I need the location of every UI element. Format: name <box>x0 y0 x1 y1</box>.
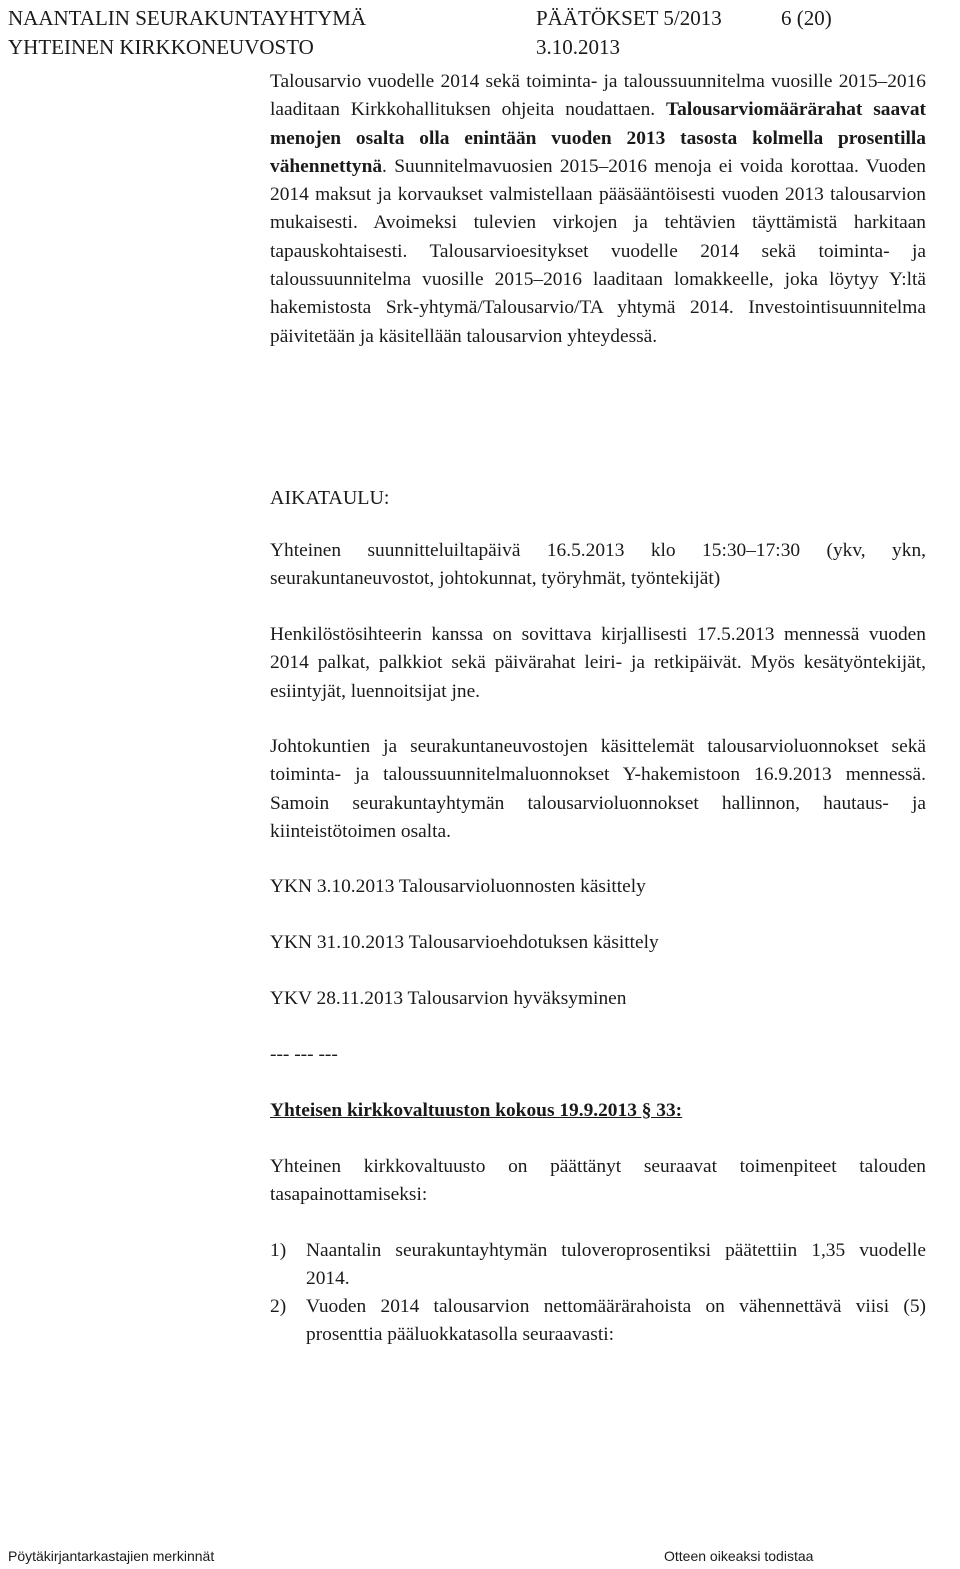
header-page-number: 6 (20) <box>781 6 832 30</box>
budget-instructions-intro: Talousarvio vuodelle 2014 sekä toiminta- ja taloussuunnitelma vuosille 2015–2016 laaditaan Kirkkohallituksen ohjeita noudattaen. <box>270 71 926 121</box>
header-organization: NAANTALIN SEURAKUNTAYHTYMÄ <box>8 6 367 30</box>
schedule-item: YKN 31.10.2013 Talousarvioehdotuksen käsittely <box>270 932 659 953</box>
schedule-heading: AIKATAULU: <box>270 487 390 509</box>
list-item-text: Vuoden 2014 talousarvion nettomäärärahoista on vähennettävä viisi (5) prosenttia pääluokkatasolla seuraavasti: <box>306 1296 926 1346</box>
header-unit: YHTEINEN KIRKKONEUVOSTO <box>8 35 314 59</box>
appropriation-limit-bold: Talousarviomäärärahat saavat menojen osalta olla enintään vuoden 2013 tasosta kolmella prosentilla vähennettynä <box>270 99 926 177</box>
list-item-number: 1) <box>270 1240 287 1261</box>
schedule-item: YKN 3.10.2013 Talousarvioluonnosten käsittely <box>270 876 646 897</box>
separator: --- --- --- <box>270 1044 338 1065</box>
salary-agreement-paragraph: Henkilöstösihteerin kanssa on sovittava kirjallisesti 17.5.2013 mennessä vuoden 2014 palkat, palkkiot sekä päivärahat leiri- ja retkipäivät. Myös kesätyöntekijät, esiintyjät, luennoitsijat jne. <box>270 624 926 702</box>
council-decision-paragraph: Yhteinen kirkkovaltuusto on päättänyt seuraavat toimenpiteet talouden tasapainottamiseksi: <box>270 1156 926 1206</box>
list-item-number: 2) <box>270 1296 287 1317</box>
list-item <box>270 1293 926 1350</box>
header-date: 3.10.2013 <box>536 35 620 59</box>
budget-instructions-paragraph <box>270 68 926 351</box>
footer-certified-copy: Otteen oikeaksi todistaa <box>664 1548 814 1564</box>
draft-submission-paragraph: Johtokuntien ja seurakuntaneuvostojen käsittelemät talousarvioluonnokset sekä toiminta- ja taloussuunnitelmaluonnokset Y-hakemistoon 16.9.2013 mennessä. Samoin seurakuntayhtymän talousarvioluonnokset hallinnon, hautaus- ja kiinteistötoimen osalta. <box>270 736 926 842</box>
header-decisions: PÄÄTÖKSET 5/2013 <box>536 6 722 30</box>
schedule-item: YKV 28.11.2013 Talousarvion hyväksyminen <box>270 988 627 1009</box>
planning-afternoon-paragraph: Yhteinen suunnitteluiltapäivä 16.5.2013 klo 15:30–17:30 (ykv, ykn, seurakuntaneuvostot, johtokunnat, työryhmät, työntekijät) <box>270 540 926 590</box>
budget-instructions-rest: . Suunnitelmavuosien 2015–2016 menoja ei voida korottaa. Vuoden 2014 maksut ja korvaukset valmistellaan pääsääntöisesti vuoden 2013 talousarvion mukaisesti. Avoimeksi tulevien virkojen ja tehtävien täyttämistä harkitaan tapauskohtaisesti. Talousarvioesitykset vuodelle 2014 sekä toiminta- ja taloussuunnitelma vuosille 2015–2016 laaditaan lomakkeelle, joka löytyy Y:ltä hakemistosta Srk-yhtymä/Talousarvio/TA yhtymä 2014. Investointisuunnitelma päivitetään ja käsitellään talousarvion yhteydessä. <box>270 155 926 347</box>
list-item-text: Naantalin seurakuntayhtymän tuloveroprosentiksi päätettiin 1,35 vuodelle 2014. <box>306 1240 926 1290</box>
list-item <box>270 1237 926 1294</box>
footer-reviewers-notes: Pöytäkirjantarkastajien merkinnät <box>8 1548 215 1564</box>
meeting-heading: Yhteisen kirkkovaltuuston kokous 19.9.2013 § 33: <box>270 1100 683 1121</box>
